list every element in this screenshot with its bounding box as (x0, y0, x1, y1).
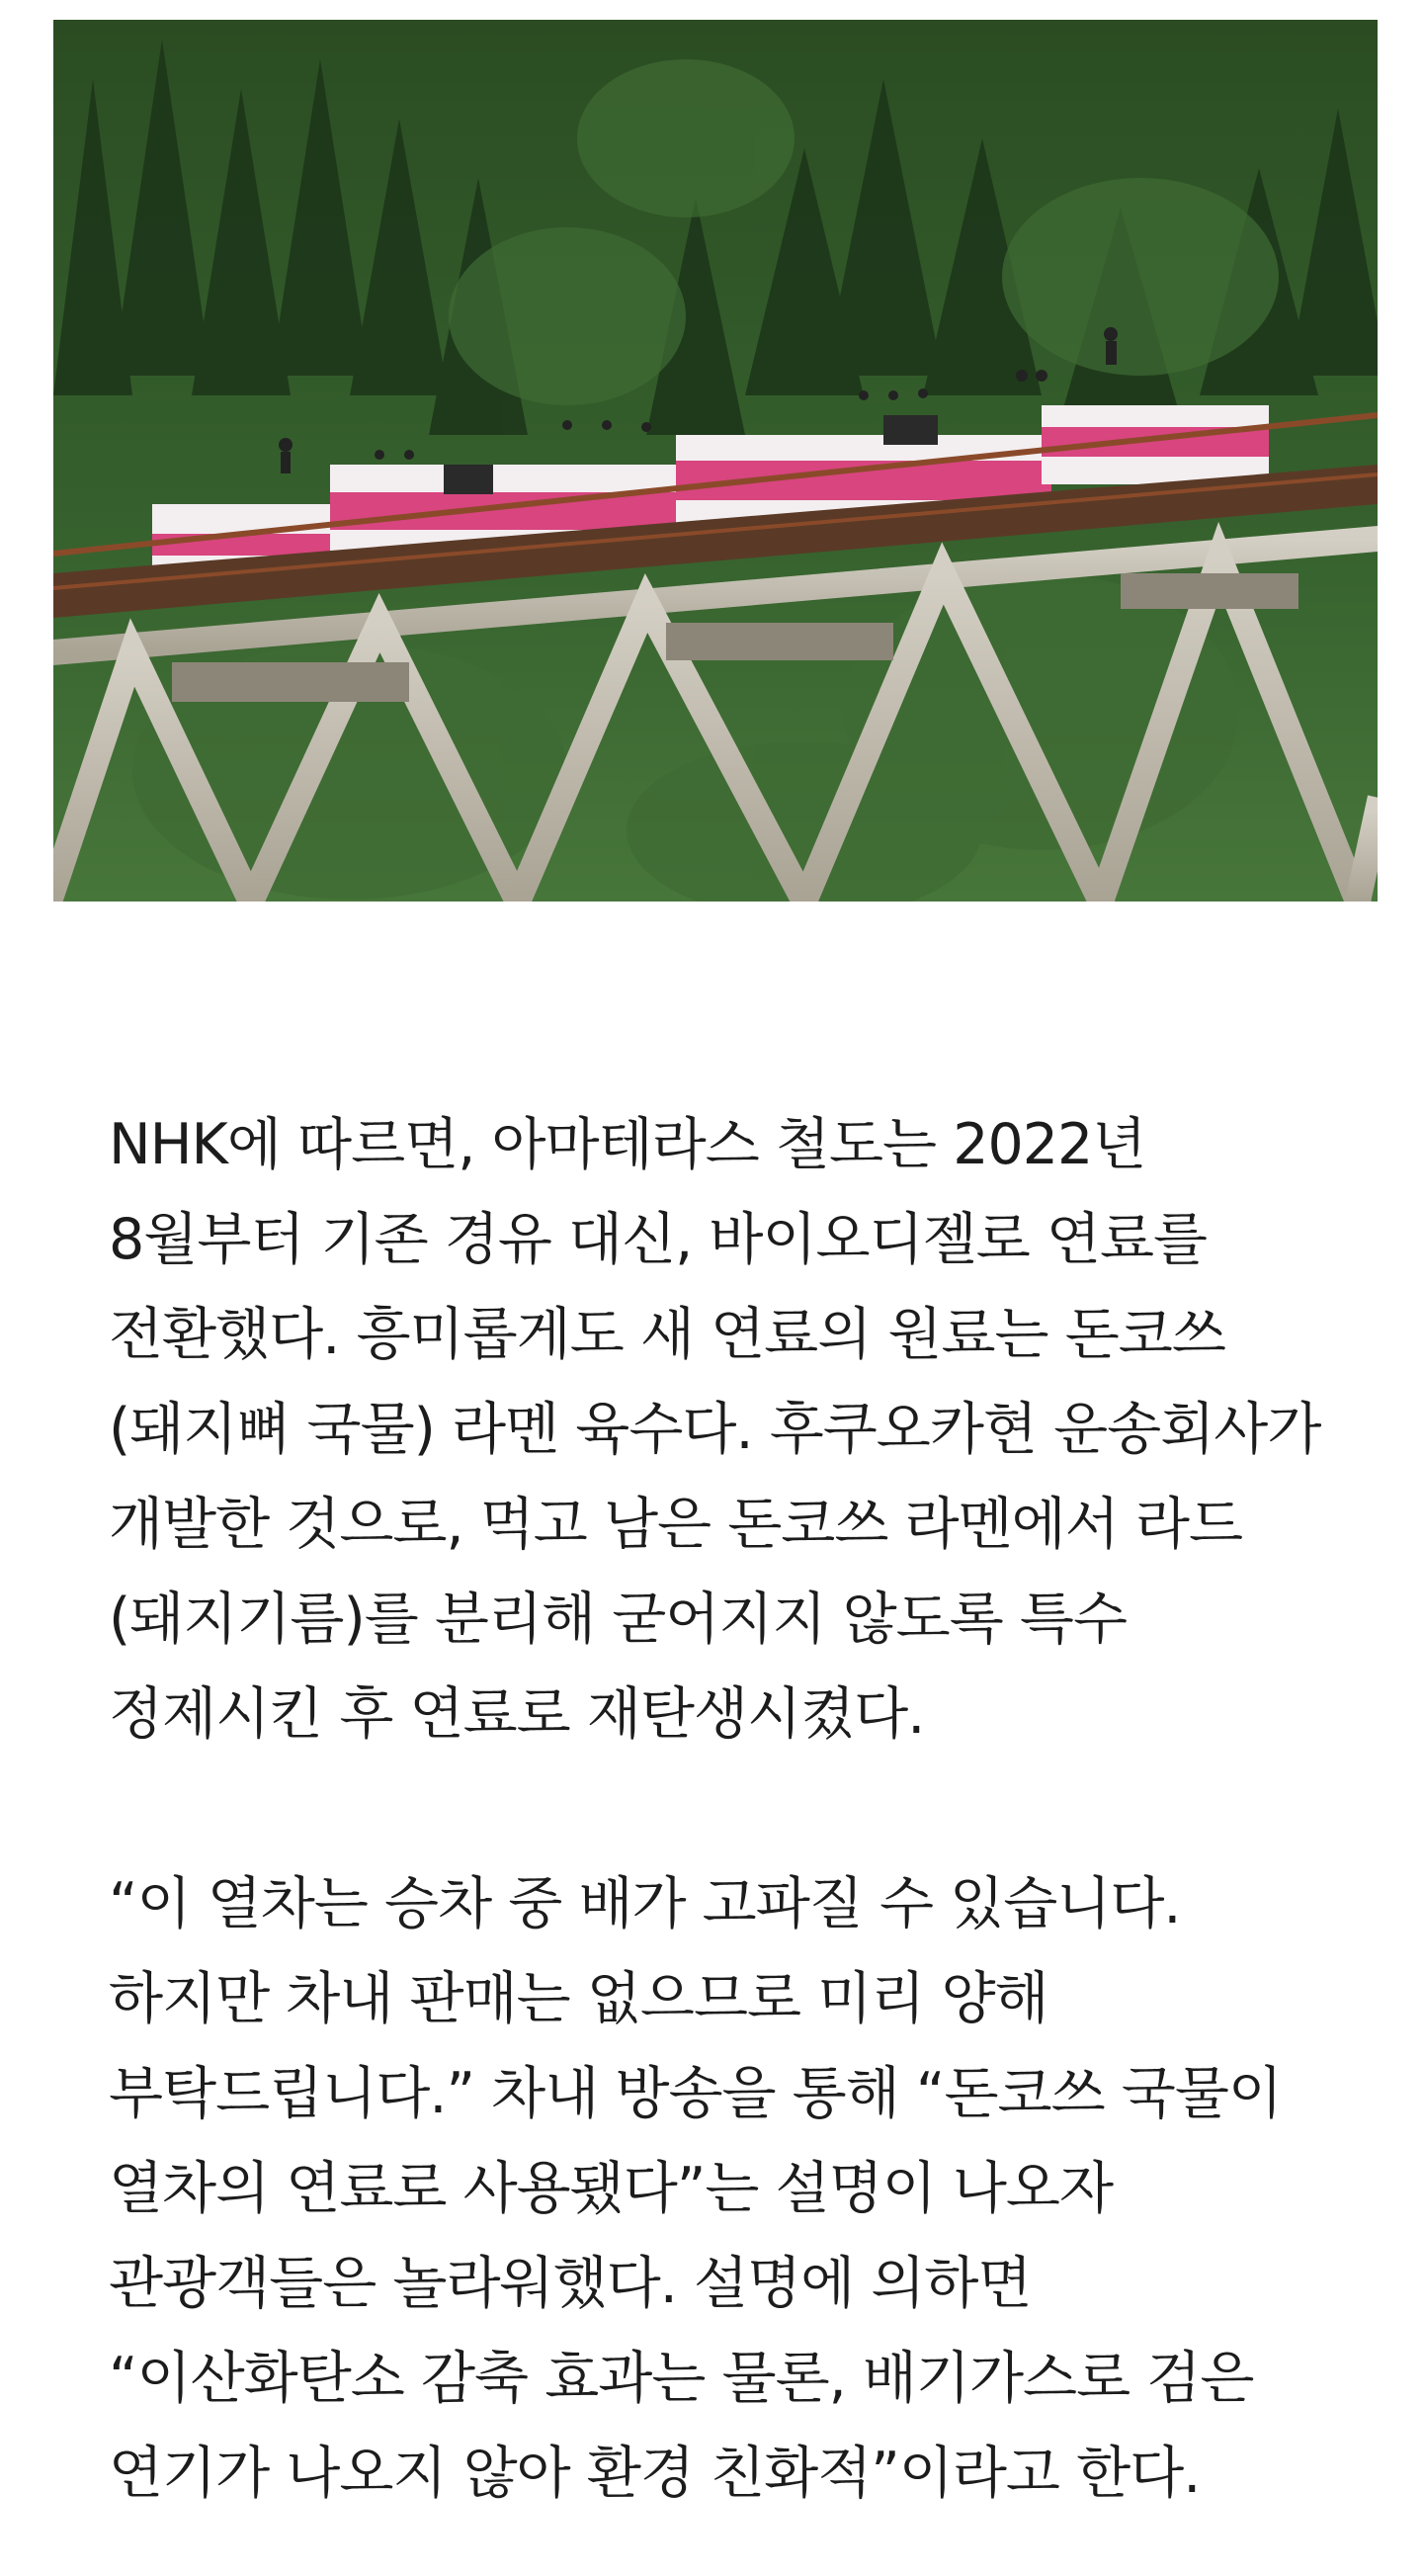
article-photo (53, 20, 1378, 902)
train-on-bridge-photo (53, 20, 1378, 902)
paragraph-announcement: “이 열차는 승차 중 배가 고파질 수 있습니다. 하지만 차내 판매는 없으므로 미리 양해 부탁드립니다.” 차내 방송을 통해 “돈코쓰 국물이 열차의 연료로 사용됐다”는 설명이 나오자 관광객들은 놀라워했다. 설명에 의하면 “이산화탄소 감축 효과는 물론, 배기가스로 검은 연기가 나오지 않아 환경 친화적”이라고 한다. (109, 1871, 1282, 2506)
article-body (109, 1097, 1324, 2521)
paragraph-biodiesel: NHK에 따르면, 아마테라스 철도는 2022년 8월부터 기존 경유 대신, 바이오디젤로 연료를 전환했다. 흥미롭게도 새 연료의 원료는 돈코쓰(돼지뼈 국물) 라멘 육수다. 후쿠오카현 운송회사가 개발한 것으로, 먹고 남은 돈코쓰 라멘에서 라드(돼지기름)를 분리해 굳어지지 않도록 특수 정제시킨 후 연료로 재탄생시켰다. (109, 1112, 1321, 1747)
